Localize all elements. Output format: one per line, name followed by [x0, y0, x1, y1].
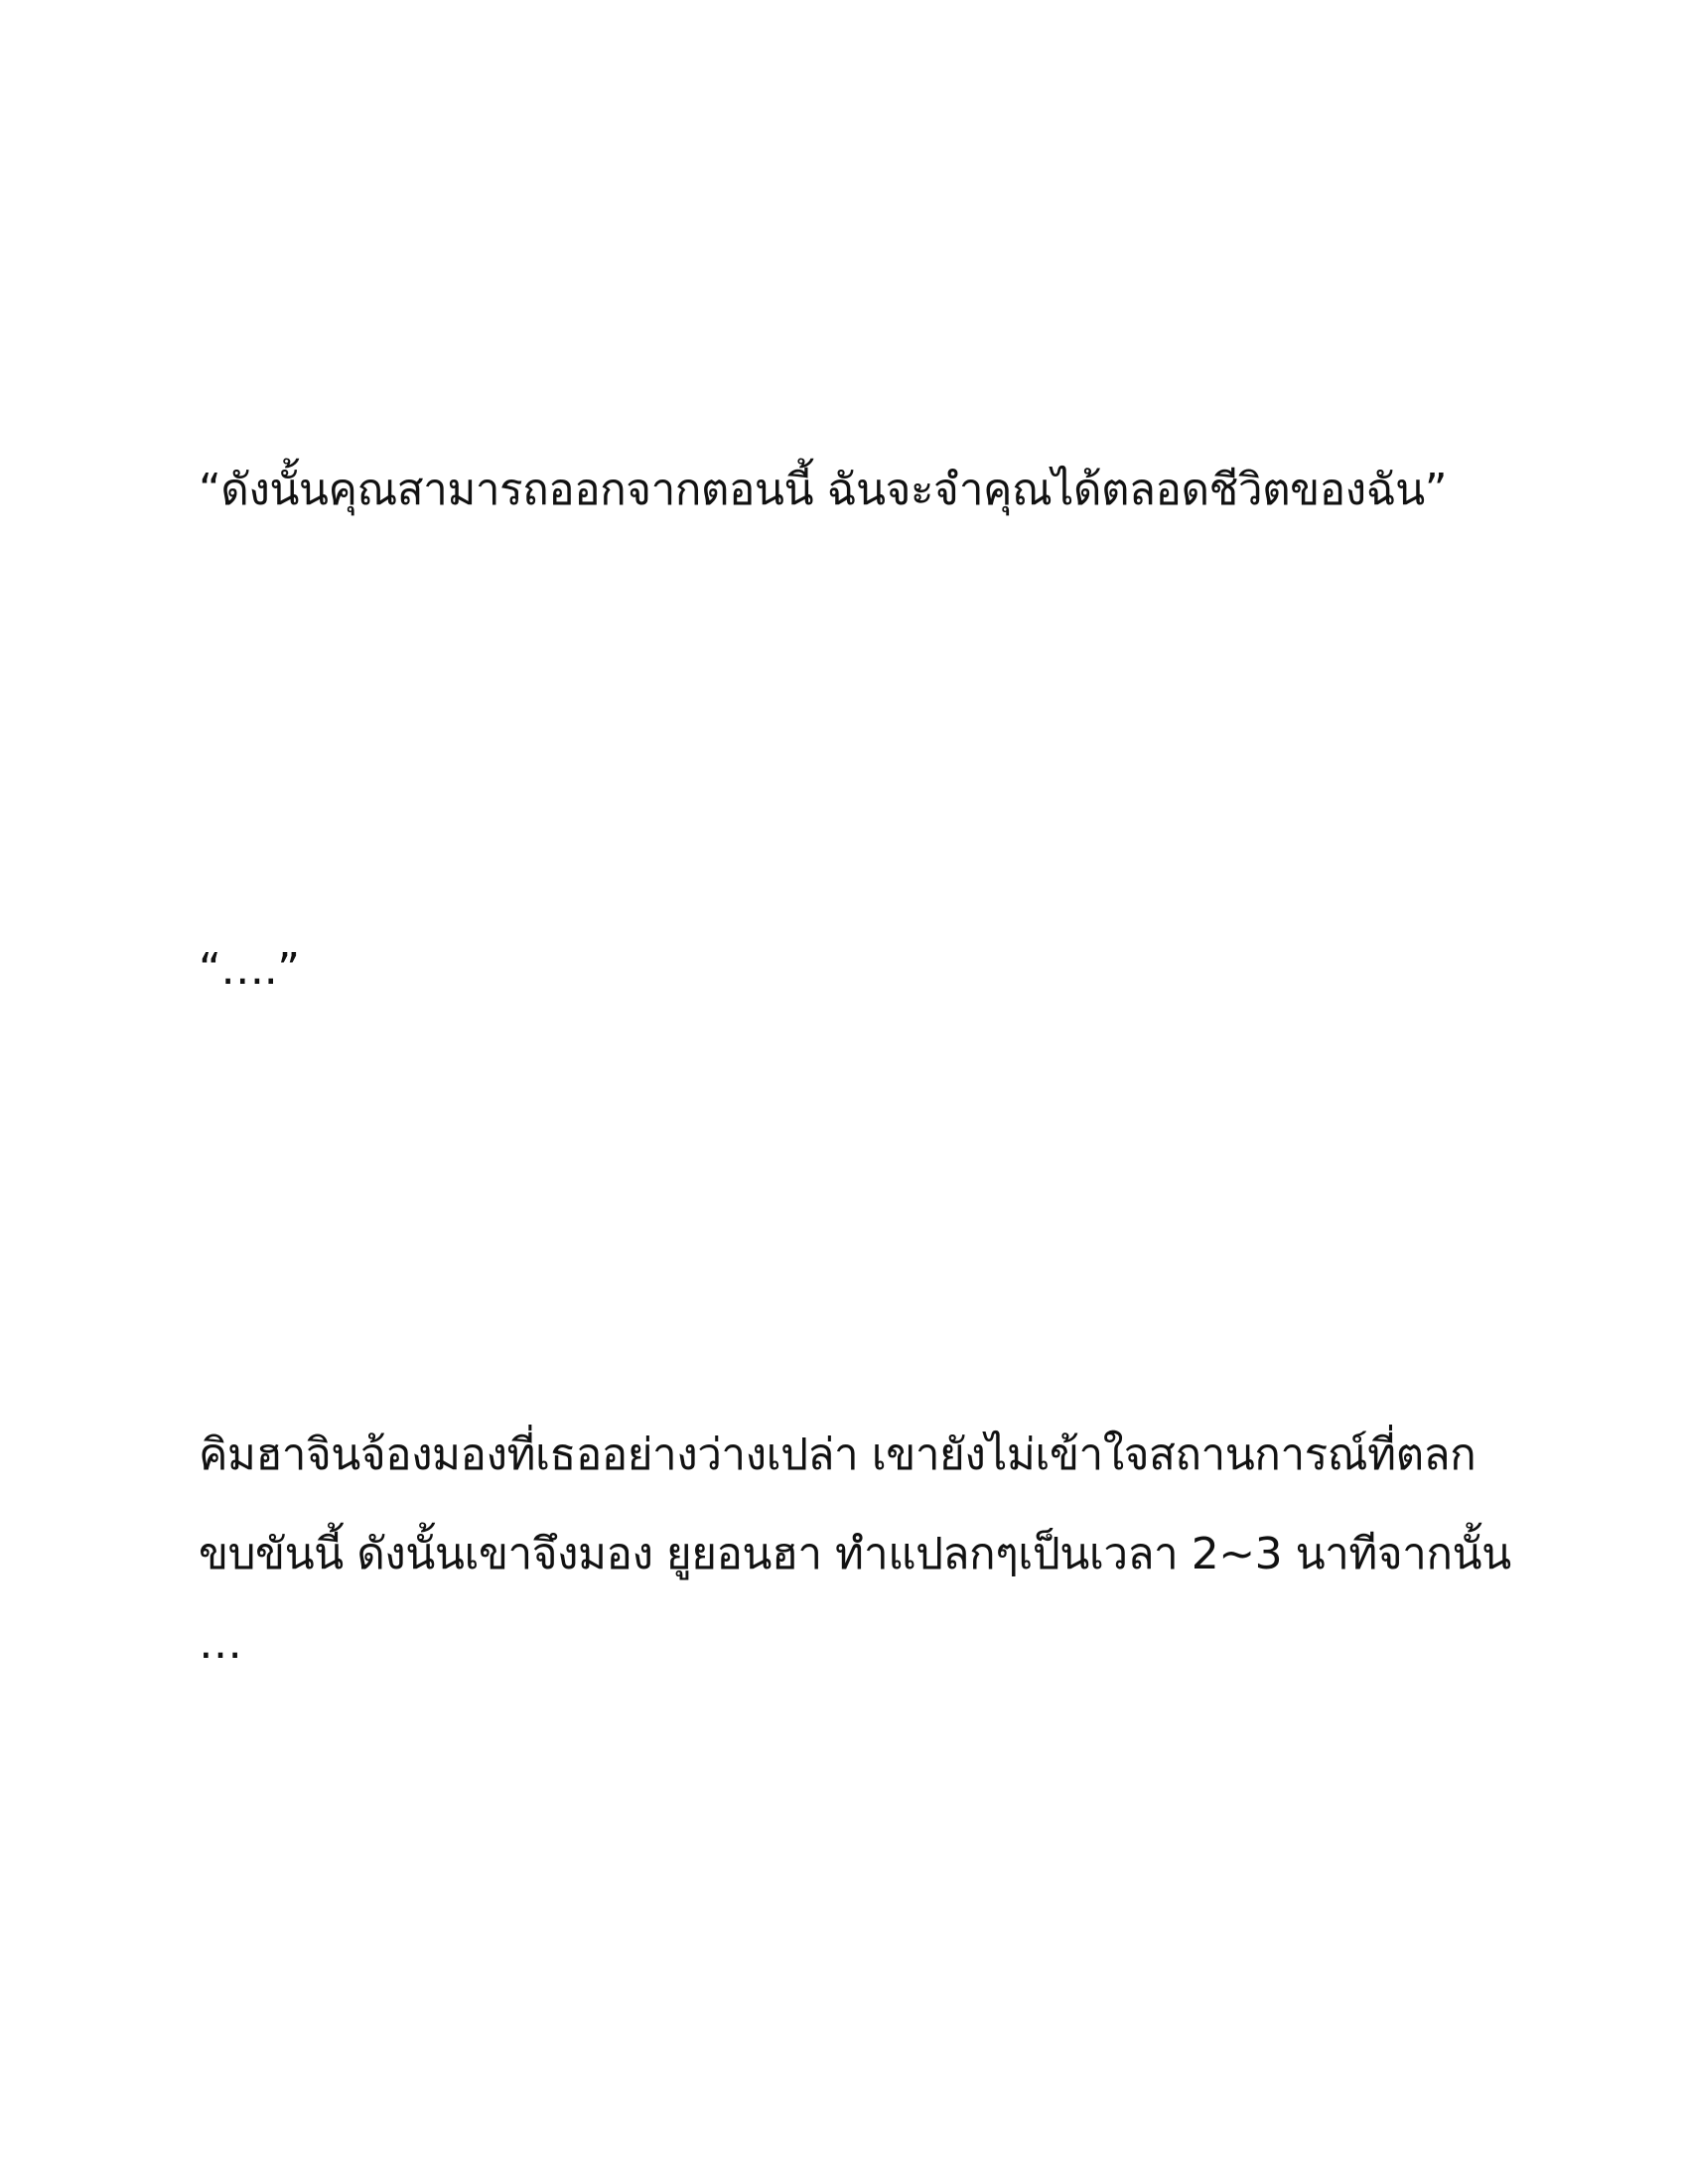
narration-line-1: คิมฮาจินจ้องมองที่เธออย่างว่างเปล่า เขายังไม่เข้าใจสถานการณ์ที่ตลก [199, 1430, 1477, 1480]
narration-line-3: … [199, 1618, 242, 1669]
dialogue-line-ellipsis: “….” [199, 944, 300, 995]
dialogue-line-farewell: “ดังนั้นคุณสามารถออกจากตอนนี้ ฉันจะจำคุณได้ตลอดชีวิตของฉัน” [199, 465, 1447, 515]
narration-line-2: ขบขันนี้ ดังนั้นเขาจึงมอง ยูยอนฮา ทำแปลกๆเป็นเวลา 2~3 นาทีจากนั้น [199, 1529, 1511, 1579]
